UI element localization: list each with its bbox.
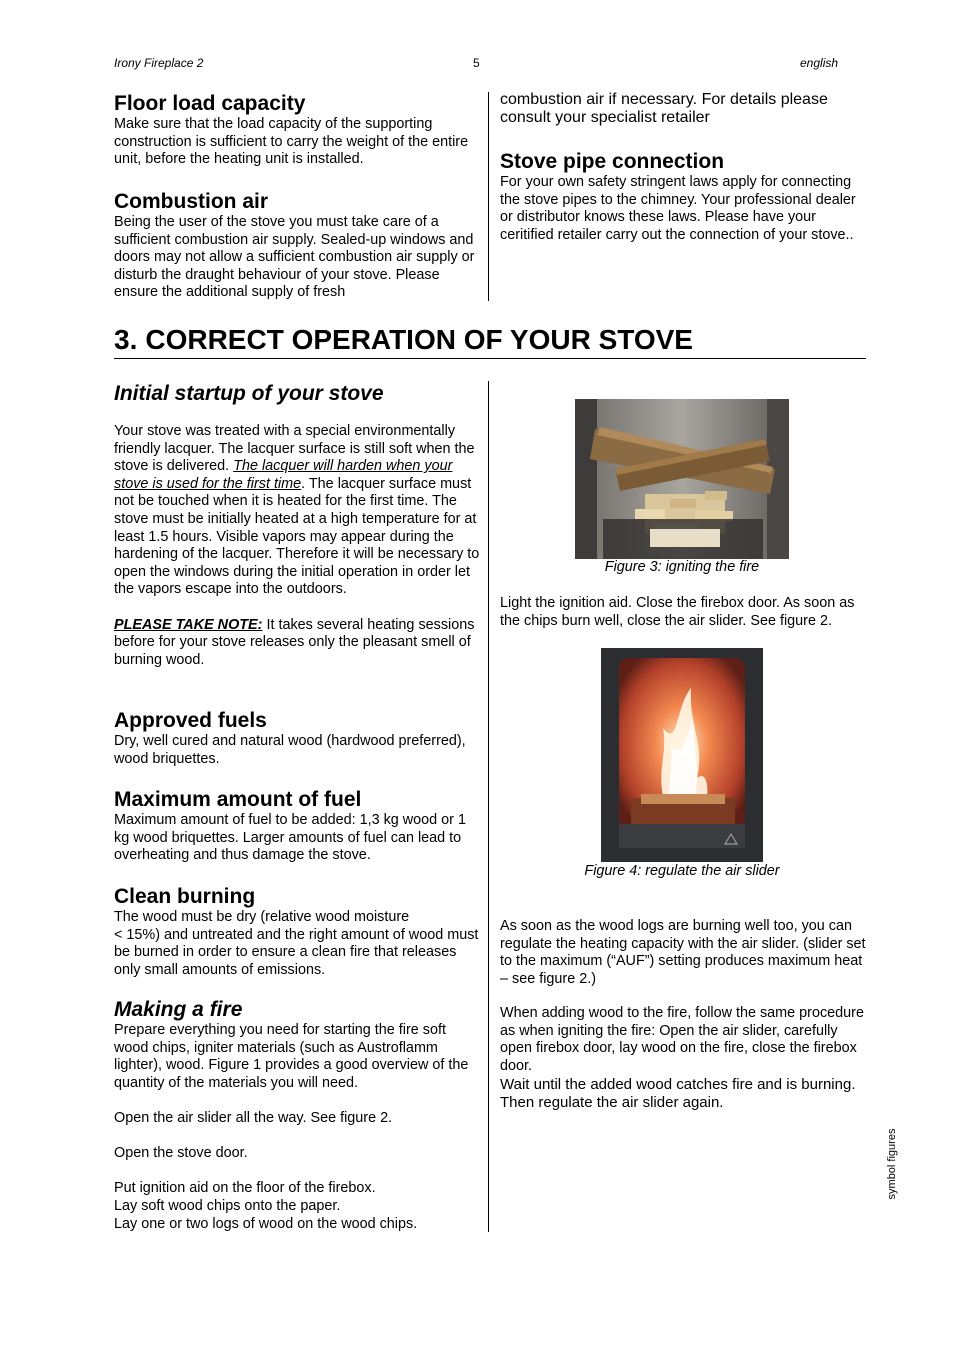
regulate-text: As soon as the wood logs are burning well too, you can regulate the heating capacity with the air slider. (slider set to the maximum (“AUF”) setting produces maximum heat – see figure 2.) (500, 918, 866, 987)
stove-pipe-heading: Stove pipe connection (500, 150, 725, 173)
approved-fuels-heading: Approved fuels (114, 709, 267, 732)
column-divider-top (488, 92, 489, 301)
take-note-text (114, 617, 480, 670)
making-fire-section (114, 998, 480, 1233)
approved-fuels-text: Dry, well cured and natural wood (hardwood preferred), wood briquettes. (114, 733, 466, 767)
figure-4-image (601, 648, 763, 862)
column-divider-main (488, 381, 489, 1232)
initial-startup-text (114, 423, 480, 599)
combustion-air-section (114, 190, 480, 302)
making-fire-step3c: Lay one or two logs of wood on the wood chips. (114, 1215, 418, 1232)
making-fire-step1: Open the air slider all the way. See figure 2. (114, 1109, 393, 1126)
figure-3-caption: Figure 3: igniting the fire (604, 559, 760, 575)
wait-text: Wait until the added wood catches fire and is burning. Then regulate the air slider again. (500, 1076, 856, 1111)
floor-load-text: Make sure that the load capacity of the supporting construction is sufficient to carry the weight of the entire unit, before the heating unit is installed. (114, 116, 469, 168)
clean-burning-heading: Clean burning (114, 885, 256, 908)
fire-photo (601, 648, 763, 862)
initial-startup-section (114, 382, 480, 669)
after-figure-3-text: Light the ignition aid. Close the firebox door. As soon as the chips burn well, close the air slider. See figure 2. (500, 595, 855, 629)
stove-pipe-text: For your own safety stringent laws apply for connecting the stove pipes to the chimney. Your professional dealer or distributor knows these laws. Please have your ceritified retailer carry out the connection of your stove.. (500, 174, 856, 243)
initial-text-a: Your stove was treated with a special environmentally friendly lacquer. The lacquer surface is still soft when the stove is delivered. (114, 423, 475, 475)
stove-pipe-section (500, 150, 866, 244)
adding-wood-text: When adding wood to the fire, follow the same procedure as when igniting the fire: Open the air slider, carefully open firebox door, lay wood on the fire, close the firebox door. (500, 1005, 864, 1074)
floor-load-heading: Floor load capacity (114, 92, 306, 115)
making-fire-step3a: Put ignition aid on the floor of the firebox. (114, 1180, 376, 1197)
page-number: 5 (473, 56, 480, 70)
firewood-photo (575, 399, 789, 559)
approved-fuels-section (114, 709, 480, 768)
figure-4-caption: Figure 4: regulate the air slider (584, 863, 780, 879)
figure-3-image (575, 399, 789, 559)
making-fire-text: Prepare everything you need for starting the fire soft wood chips, igniter materials (such as Austroflamm lighter), wood. Figure 1 provides a good overview of the quantity of the materials you will need. (114, 1022, 469, 1091)
header-title: Irony Fireplace 2 (114, 56, 204, 70)
take-note-label: PLEASE TAKE NOTE: (114, 616, 263, 633)
initial-text-b: . The lacquer surface must not be touched when it is heated for the first time. The stove must be initially heated at a high temperature for at least 1.5 hours. Visible vapors may appear during the hardening of the lacquer. Therefore it will be necessary to open the windows during the initial operation in order let the vapors escape into the outdoors. (114, 475, 480, 598)
take-note-body: It takes several heating sessions before for your stove releases only the pleasant smell of burning wood. (114, 616, 475, 668)
clean-burning-line1: The wood must be dry (relative wood moisture (114, 909, 410, 925)
chapter-rule (114, 358, 866, 359)
chapter-heading (114, 323, 693, 357)
chapter-number: 3. (114, 324, 138, 355)
clean-burning-section (114, 885, 480, 979)
floor-load-section (114, 92, 480, 169)
making-fire-step2: Open the stove door. (114, 1145, 248, 1162)
initial-text-emphasis: The lacquer will harden when your stove is used for the first time (114, 458, 453, 492)
making-fire-step3b: Lay soft wood chips onto the paper. (114, 1197, 341, 1214)
combustion-air-heading: Combustion air (114, 190, 269, 213)
initial-startup-heading: Initial startup of your stove (114, 382, 384, 405)
combustion-air-continued: combustion air if necessary. For details please consult your specialist retailer (500, 91, 828, 126)
clean-burning-text: < 15%) and untreated and the right amount of wood must be burned in order to ensure a clean fire that releases only small amounts of emissions. (114, 926, 479, 978)
max-fuel-heading: Maximum amount of fuel (114, 788, 362, 811)
header-language: english (800, 56, 839, 70)
side-label: symbol figures (886, 1128, 898, 1200)
max-fuel-section (114, 788, 480, 865)
combustion-air-text: Being the user of the stove you must take care of a sufficient combustion air supply. Sealed-up windows and doors may not allow a sufficient combustion air supply or disturb the draught behaviour of your stove. Please ensure the additional supply of fresh (114, 214, 475, 301)
chapter-title: CORRECT OPERATION OF YOUR STOVE (145, 324, 693, 355)
making-fire-heading: Making a fire (114, 998, 243, 1021)
max-fuel-text: Maximum amount of fuel to be added: 1,3 kg wood or 1 kg wood briquettes. Larger amounts of fuel can lead to overheating and thus damage the stove. (114, 812, 466, 864)
